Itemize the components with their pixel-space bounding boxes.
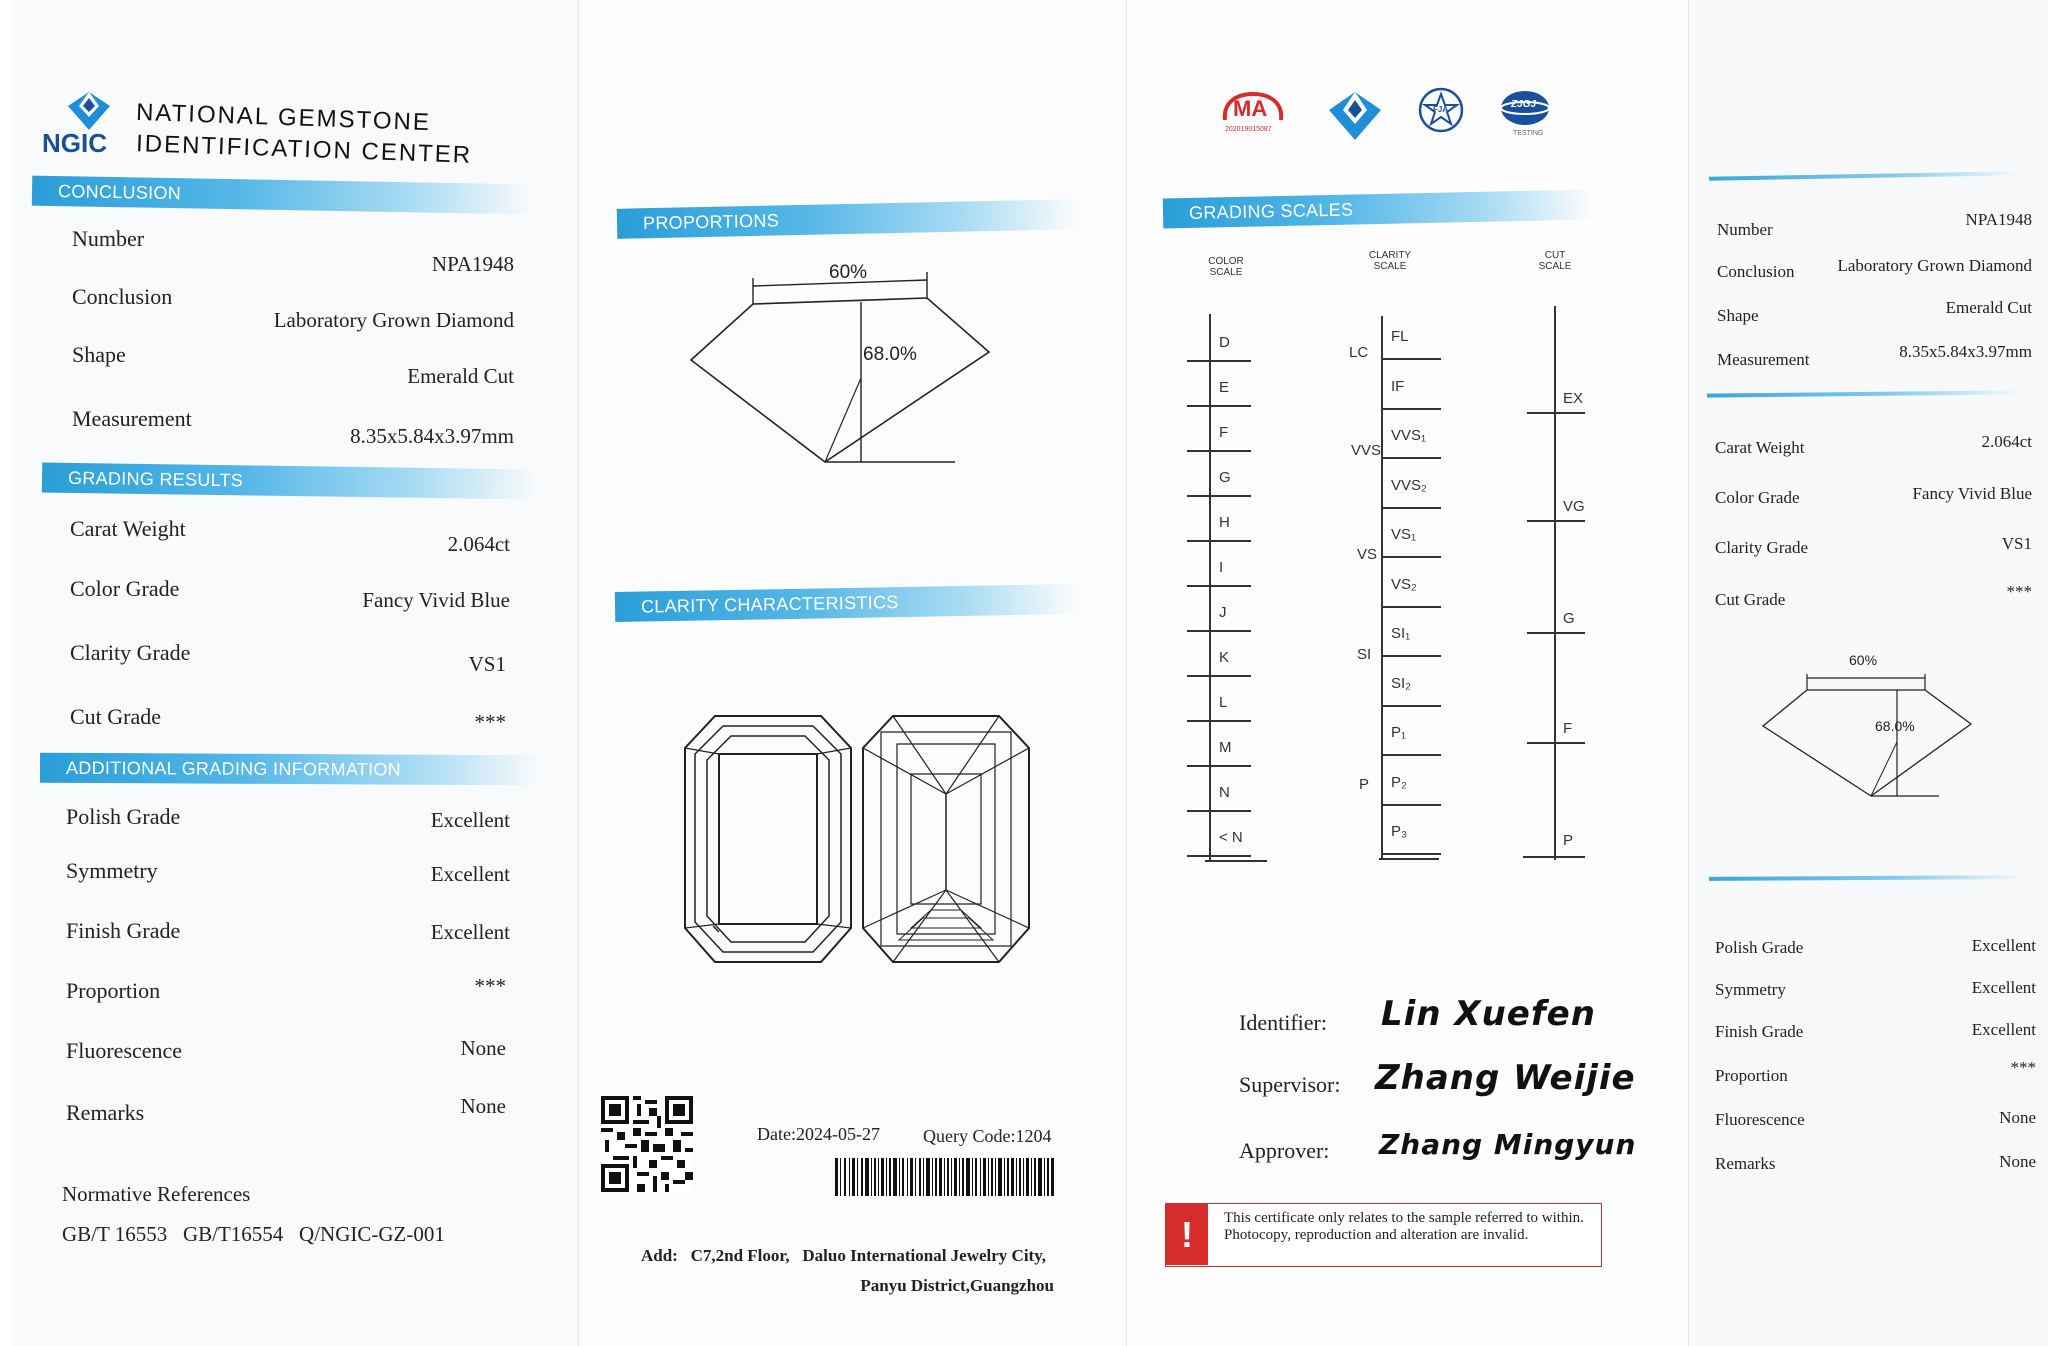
color-grade-value: Fancy Vivid Blue bbox=[362, 588, 510, 612]
clarity-tick-8 bbox=[1381, 754, 1441, 756]
number-value: NPA1948 bbox=[431, 252, 514, 276]
certificate-warning bbox=[1165, 1203, 1602, 1267]
clarity-tick-5 bbox=[1381, 606, 1441, 608]
qr-code[interactable] bbox=[601, 1096, 693, 1192]
summary-polish-value: Excellent bbox=[1971, 936, 2036, 955]
color-scale-axis bbox=[1209, 314, 1211, 860]
summary-polish-label: Polish Grade bbox=[1715, 938, 1804, 957]
finish-grade-value: Excellent bbox=[430, 920, 510, 944]
cut-tick-3 bbox=[1527, 742, 1585, 744]
summary-clarity-label: Clarity Grade bbox=[1715, 538, 1808, 557]
summary-finish-value: Excellent bbox=[1971, 1020, 2036, 1039]
identifier-label: Identifier: bbox=[1239, 1010, 1327, 1035]
color-grade-1: E bbox=[1219, 379, 1230, 396]
color-grade-2: F bbox=[1219, 424, 1229, 441]
cut-scale-header: CUT SCALE bbox=[1538, 250, 1572, 272]
summary-number-value: NPA1948 bbox=[1965, 210, 2032, 229]
section-additional-header: ADDITIONAL GRADING INFORMATION bbox=[40, 753, 540, 786]
clarity-scale-header: CLARITY SCALE bbox=[1368, 250, 1412, 272]
color-grade-8: L bbox=[1219, 694, 1228, 711]
cut-scale-axis bbox=[1554, 306, 1556, 860]
summary-number-label: Number bbox=[1717, 220, 1773, 239]
summary-fluorescence-value: None bbox=[1999, 1108, 2036, 1127]
summary-measurement-value: 8.35x5.84x3.97mm bbox=[1899, 342, 2032, 361]
summary-proportion-diagram bbox=[1761, 672, 1987, 804]
address-line-2: Panyu District,Guangzhou bbox=[860, 1276, 1054, 1295]
clarity-scale-base bbox=[1379, 858, 1439, 860]
issue-date: Date:2024-05-27 bbox=[757, 1124, 880, 1144]
finish-grade-label: Finish Grade bbox=[66, 918, 181, 943]
normative-references-list: GB/T 16553 GB/T16554 Q/NGIC-GZ-001 bbox=[62, 1222, 445, 1246]
clarity-grade-7: SI₂ bbox=[1391, 674, 1411, 692]
color-tick-10 bbox=[1187, 810, 1251, 812]
approver-label: Approver: bbox=[1239, 1138, 1330, 1163]
clarity-grade-0: FL bbox=[1391, 328, 1409, 345]
clarity-tick-10 bbox=[1381, 853, 1441, 855]
warning-icon: ! bbox=[1166, 1204, 1208, 1265]
cut-tick-1 bbox=[1527, 520, 1585, 522]
proportion-label: Proportion bbox=[66, 978, 161, 1003]
clarity-grade-5: VS₂ bbox=[1391, 575, 1417, 593]
clarity-group-3: SI bbox=[1357, 646, 1372, 663]
shape-label: Shape bbox=[72, 342, 126, 367]
summary-color-label: Color Grade bbox=[1715, 488, 1800, 507]
clarity-grade-10: P₃ bbox=[1391, 823, 1408, 840]
clarity-tick-0 bbox=[1381, 358, 1441, 360]
clarity-grade-3: VVS₂ bbox=[1391, 476, 1427, 494]
summary-rule-1 bbox=[1709, 171, 2019, 180]
color-tick-9 bbox=[1187, 765, 1251, 767]
section-clarity-characteristics-header: CLARITY CHARACTERISTICS bbox=[615, 584, 1077, 622]
ngic-logo-icon bbox=[66, 90, 112, 132]
color-tick-0 bbox=[1187, 360, 1251, 362]
color-grade-9: M bbox=[1219, 739, 1232, 756]
cma-number: 202019015087 bbox=[1225, 126, 1272, 133]
proportion-diagram bbox=[689, 268, 1009, 468]
clarity-tick-7 bbox=[1381, 705, 1441, 707]
cut-grade-0: EX bbox=[1563, 390, 1584, 407]
summary-measurement-label: Measurement bbox=[1717, 350, 1810, 369]
clarity-grade-value: VS1 bbox=[468, 652, 506, 676]
clarity-group-4: P bbox=[1359, 776, 1370, 793]
cut-grade-2: G bbox=[1563, 610, 1575, 627]
summary-proportion-value: *** bbox=[2010, 1058, 2036, 1077]
clarity-group-0: LC bbox=[1349, 344, 1369, 361]
clarity-grade-1: IF bbox=[1391, 377, 1405, 395]
summary-cut-value: *** bbox=[2006, 582, 2032, 601]
symmetry-label: Symmetry bbox=[66, 858, 158, 883]
color-grade-11: < N bbox=[1219, 829, 1243, 846]
symmetry-value: Excellent bbox=[430, 862, 510, 886]
testing-text: TESTING bbox=[1513, 130, 1544, 137]
clarity-grade-9: P₂ bbox=[1391, 773, 1407, 791]
summary-shape-label: Shape bbox=[1717, 306, 1759, 325]
summary-proportion-label: Proportion bbox=[1715, 1066, 1788, 1085]
carat-weight-label: Carat Weight bbox=[70, 516, 186, 541]
measurement-value: 8.35x5.84x3.97mm bbox=[350, 424, 514, 448]
cma-mark bbox=[1219, 92, 1287, 134]
panel-report-left bbox=[12, 0, 578, 1346]
clarity-tick-9 bbox=[1381, 804, 1441, 806]
color-grade-6: J bbox=[1219, 604, 1227, 621]
section-proportions-header: PROPORTIONS bbox=[617, 199, 1078, 239]
zjgj-mark bbox=[1497, 88, 1553, 140]
summary-fluorescence-label: Fluorescence bbox=[1715, 1110, 1805, 1129]
clarity-tick-6 bbox=[1381, 655, 1441, 657]
clarity-grade-label: Clarity Grade bbox=[70, 640, 191, 665]
fluorescence-value: None bbox=[460, 1036, 506, 1060]
address-line-1: Add: C7,2nd Floor, Daluo International Jewelry City, bbox=[641, 1246, 1047, 1265]
color-tick-7 bbox=[1187, 675, 1251, 677]
color-tick-6 bbox=[1187, 630, 1251, 632]
clarity-grade-8: P₁ bbox=[1391, 724, 1407, 741]
depth-percent-label: 68.0% bbox=[863, 344, 917, 365]
brand-line-2: IDENTIFICATION CENTER bbox=[135, 130, 473, 169]
brand-line-1: NATIONAL GEMSTONE bbox=[135, 98, 432, 137]
summary-conclusion-value: Laboratory Grown Diamond bbox=[1837, 256, 2032, 275]
approver-signature: Zhang Mingyun bbox=[1379, 1128, 1637, 1161]
polish-grade-value: Excellent bbox=[430, 808, 510, 832]
query-code: Query Code:1204 bbox=[923, 1126, 1052, 1146]
cut-grade-4: P bbox=[1563, 832, 1574, 849]
ngic-wordmark: NGIC bbox=[42, 128, 107, 158]
summary-remarks-value: None bbox=[1999, 1152, 2036, 1171]
clarity-grade-2: VVS₁ bbox=[1391, 427, 1427, 444]
summary-finish-label: Finish Grade bbox=[1715, 1022, 1804, 1041]
polish-grade-label: Polish Grade bbox=[66, 804, 181, 829]
section-grading-results-header: GRADING RESULTS bbox=[42, 463, 536, 500]
summary-table-percent: 60% bbox=[1849, 652, 1878, 668]
panel-summary-card bbox=[1688, 0, 2048, 1346]
color-scale-base bbox=[1205, 860, 1267, 862]
fja-mark bbox=[1417, 86, 1465, 134]
color-grade-0: D bbox=[1219, 334, 1230, 351]
color-tick-2 bbox=[1187, 450, 1251, 452]
clarity-tick-2 bbox=[1381, 457, 1441, 459]
carat-weight-value: 2.064ct bbox=[447, 532, 510, 556]
conclusion-label: Conclusion bbox=[72, 284, 173, 309]
summary-cut-label: Cut Grade bbox=[1715, 590, 1786, 609]
summary-depth-percent: 68.0% bbox=[1875, 718, 1915, 734]
fja-text: FJA bbox=[1433, 105, 1449, 114]
cut-grade-value: *** bbox=[474, 710, 506, 734]
barcode bbox=[835, 1158, 1055, 1196]
cut-grade-label: Cut Grade bbox=[70, 704, 162, 729]
clarity-tick-4 bbox=[1381, 556, 1441, 558]
cut-tick-2 bbox=[1527, 632, 1585, 634]
color-grade-5: I bbox=[1219, 559, 1224, 576]
panel-report-diagrams bbox=[578, 0, 1126, 1346]
identifier-signature: Lin Xuefen bbox=[1381, 994, 1596, 1034]
section-grading-scales-header: GRADING SCALES bbox=[1163, 190, 1594, 229]
summary-shape-value: Emerald Cut bbox=[1945, 298, 2032, 317]
clarity-scale-axis bbox=[1381, 316, 1383, 860]
summary-clarity-value: VS1 bbox=[2001, 534, 2032, 553]
clarity-grade-6: SI₁ bbox=[1391, 625, 1411, 642]
color-grade-3: G bbox=[1219, 469, 1231, 486]
color-tick-8 bbox=[1187, 720, 1251, 722]
section-conclusion-header: CONCLUSION bbox=[32, 176, 532, 215]
normative-references-label: Normative References bbox=[62, 1182, 251, 1206]
color-tick-3 bbox=[1187, 495, 1251, 497]
summary-color-value: Fancy Vivid Blue bbox=[1912, 484, 2032, 503]
table-percent-label: 60% bbox=[829, 262, 868, 283]
clarity-group-1: VVS bbox=[1351, 442, 1382, 459]
clarity-plot-pavilion-view bbox=[861, 714, 1031, 964]
cut-tick-0 bbox=[1527, 412, 1585, 414]
clarity-grade-4: VS₁ bbox=[1391, 526, 1417, 543]
clarity-plot-crown-view bbox=[683, 714, 853, 964]
warning-text: This certificate only relates to the sample referred to within. Photocopy, reproduction and alteration are invalid. bbox=[1224, 1210, 1584, 1243]
color-tick-4 bbox=[1187, 540, 1251, 542]
supervisor-label: Supervisor: bbox=[1239, 1072, 1341, 1097]
measurement-label: Measurement bbox=[72, 406, 192, 431]
summary-carat-value: 2.064ct bbox=[1981, 432, 2032, 451]
remarks-label: Remarks bbox=[66, 1100, 145, 1125]
color-grade-4: H bbox=[1219, 514, 1230, 531]
summary-remarks-label: Remarks bbox=[1715, 1154, 1776, 1173]
color-tick-5 bbox=[1187, 585, 1251, 587]
panel-grading-scales bbox=[1126, 0, 1688, 1346]
color-tick-1 bbox=[1187, 405, 1251, 407]
supervisor-signature: Zhang Weijie bbox=[1375, 1058, 1636, 1098]
summary-symmetry-value: Excellent bbox=[1971, 978, 2036, 997]
color-tick-11 bbox=[1187, 855, 1251, 857]
color-grade-label: Color Grade bbox=[70, 576, 180, 601]
cut-scale-base bbox=[1523, 856, 1585, 858]
fluorescence-label: Fluorescence bbox=[66, 1038, 183, 1063]
remarks-value: None bbox=[460, 1094, 506, 1118]
ngic-diamond-icon bbox=[1327, 90, 1383, 142]
color-grade-10: N bbox=[1219, 784, 1230, 801]
color-scale-header: COLOR SCALE bbox=[1208, 256, 1244, 278]
summary-rule-3 bbox=[1709, 875, 2025, 881]
clarity-tick-3 bbox=[1381, 507, 1441, 509]
cut-grade-3: F bbox=[1563, 720, 1573, 737]
clarity-tick-1 bbox=[1381, 408, 1441, 410]
summary-conclusion-label: Conclusion bbox=[1717, 262, 1795, 281]
cut-grade-1: VG bbox=[1563, 498, 1585, 515]
number-label: Number bbox=[72, 226, 145, 251]
summary-rule-2 bbox=[1707, 390, 2019, 397]
zjgj-text: ZJGJ bbox=[1511, 99, 1537, 110]
proportion-value: *** bbox=[474, 974, 506, 998]
summary-symmetry-label: Symmetry bbox=[1715, 980, 1786, 999]
clarity-group-2: VS bbox=[1357, 546, 1378, 563]
conclusion-value: Laboratory Grown Diamond bbox=[273, 308, 514, 332]
cma-text: MA bbox=[1233, 96, 1268, 121]
shape-value: Emerald Cut bbox=[407, 364, 514, 388]
color-grade-7: K bbox=[1219, 649, 1230, 666]
summary-carat-label: Carat Weight bbox=[1715, 438, 1805, 457]
